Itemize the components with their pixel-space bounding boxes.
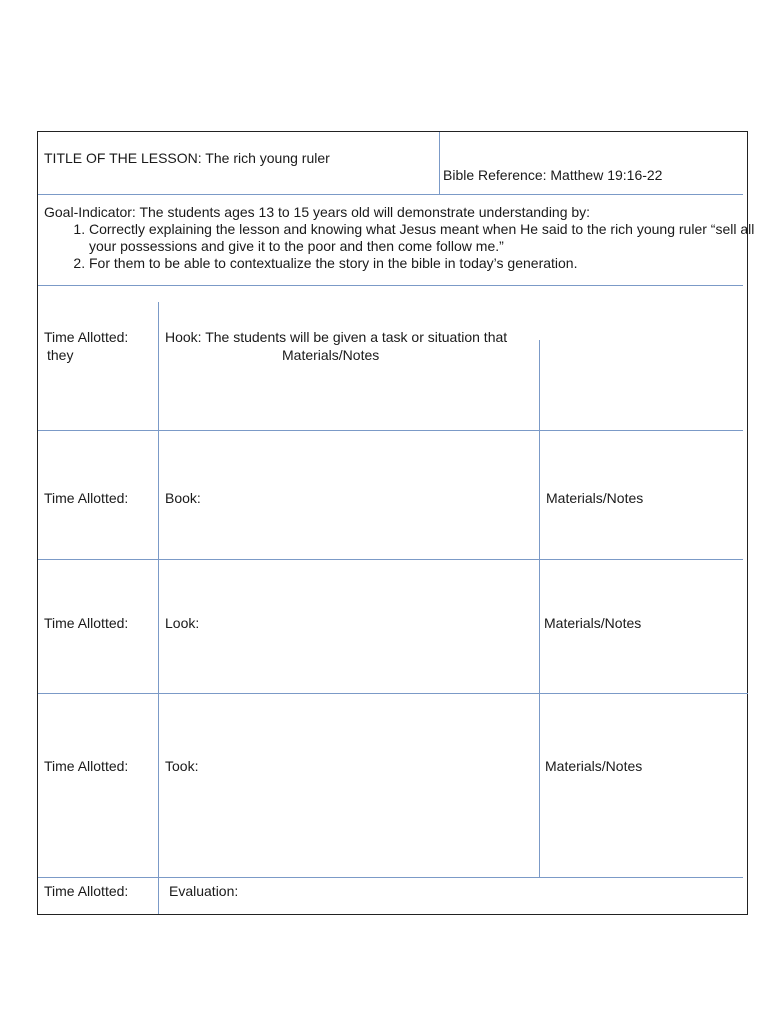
took-materials-notes: Materials/Notes — [545, 758, 643, 774]
look-label: Look: — [165, 615, 200, 631]
goal-item: 2. For them to be able to contextualize the story in the bible in today’s generation. — [89, 255, 768, 272]
look-materials-notes: Materials/Notes — [544, 615, 642, 631]
goal-intro: Goal-Indicator: The students ages 13 to 15 years old will demonstrate understanding by: — [44, 204, 591, 220]
book-label: Book: — [165, 490, 201, 506]
time-allotted-took: Time Allotted: — [44, 758, 129, 774]
time-allotted-hook: Time Allotted: — [44, 329, 129, 345]
time-allotted-hook-extra: they — [47, 347, 74, 363]
rule-header — [38, 194, 743, 195]
took-label: Took: — [165, 758, 199, 774]
rule-goal — [38, 285, 743, 286]
rule-hook — [38, 430, 743, 431]
rule-took — [38, 877, 743, 878]
lesson-title: TITLE OF THE LESSON: The rich young ruler — [44, 150, 330, 166]
hook-label: Hook: The students will be given a task or situation that — [165, 329, 508, 345]
time-allotted-look: Time Allotted: — [44, 615, 129, 631]
time-allotted-book: Time Allotted: — [44, 490, 129, 506]
rule-look — [38, 693, 748, 694]
goal-item: 1. Correctly explaining the lesson and knowing what Jesus meant when He said to the rich young ruler “sell all your possessions and give it to the poor and then come follow me.” — [89, 221, 768, 255]
rule-book — [38, 559, 743, 560]
book-materials-notes: Materials/Notes — [546, 490, 644, 506]
evaluation-label: Evaluation: — [169, 883, 239, 899]
bible-reference: Bible Reference: Matthew 19:16-22 — [443, 167, 663, 183]
divider-time-column — [158, 302, 159, 914]
goal-list — [44, 221, 768, 272]
hook-materials-notes: Materials/Notes — [282, 347, 380, 363]
time-allotted-evaluation: Time Allotted: — [44, 883, 129, 899]
divider-header — [439, 132, 440, 194]
divider-notes-column — [539, 340, 540, 877]
